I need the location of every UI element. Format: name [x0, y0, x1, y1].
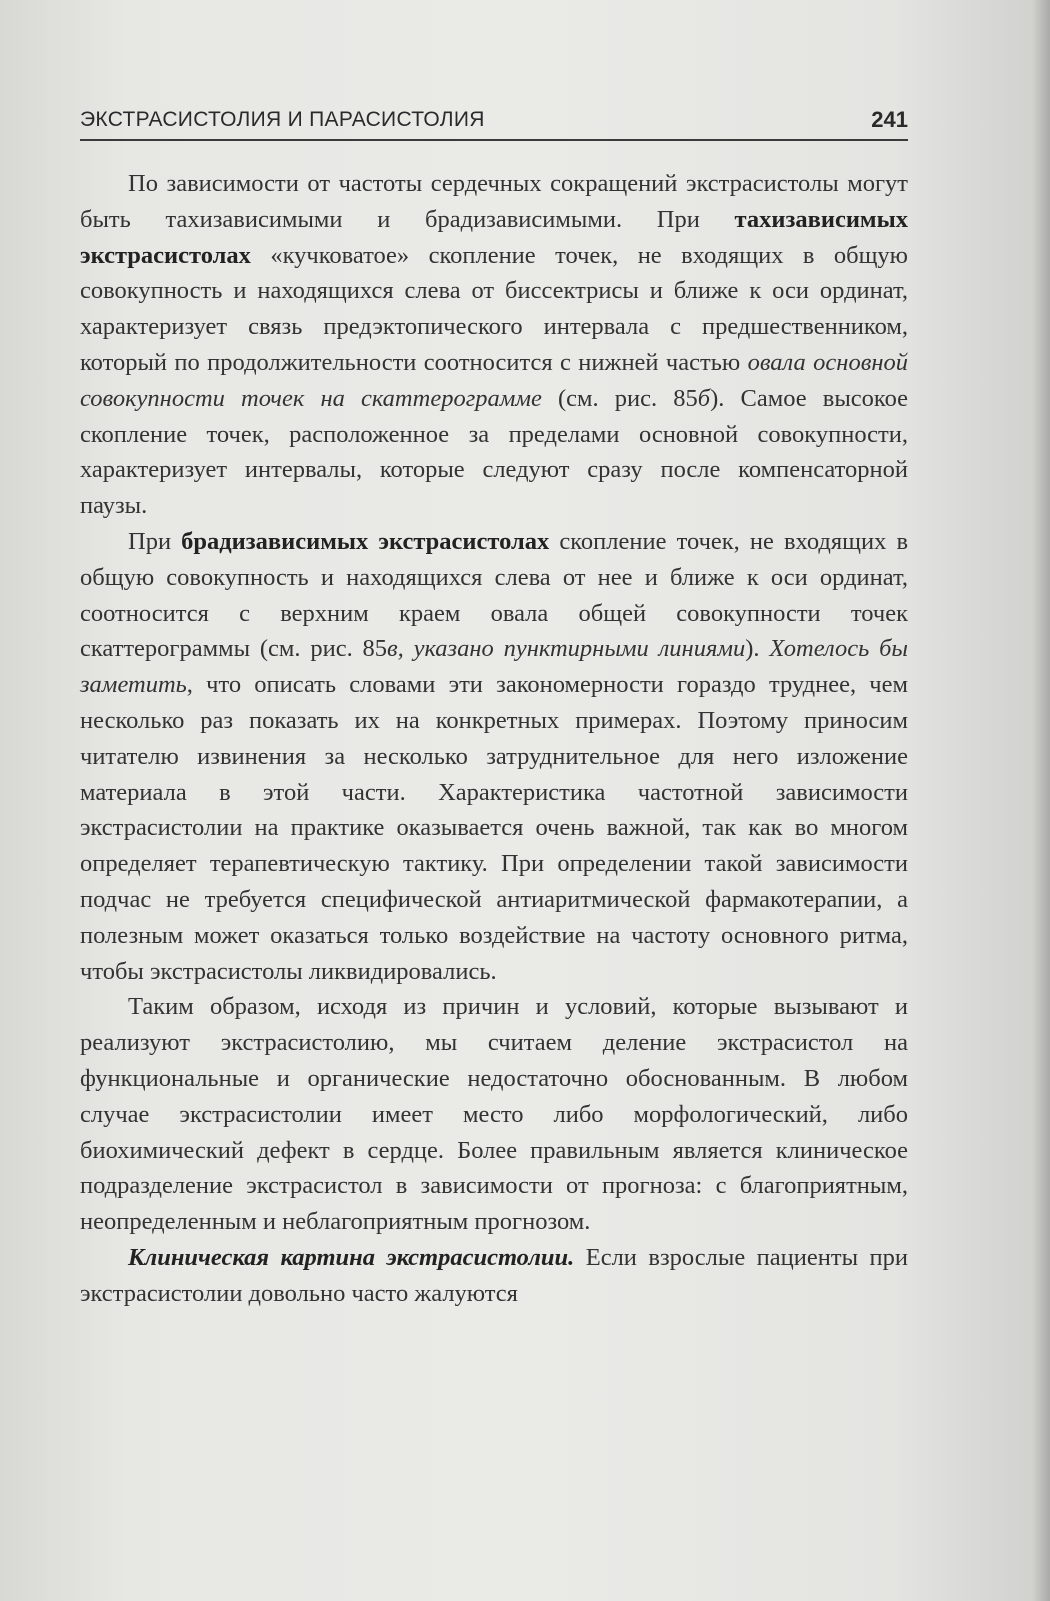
italic-run: в, указано пунктирными линиями — [387, 635, 746, 663]
text-run: По зависимости от частоты сердечных сокращений экстрасистолы могут быть тахизависимыми и брадизависимыми. При — [80, 170, 908, 233]
paragraph-1 — [80, 166, 908, 524]
italic-run: Хотелось бы заметить — [80, 635, 908, 699]
paragraph-3 — [80, 989, 908, 1240]
text-run: (см. рис. 85 — [541, 384, 698, 412]
chapter-title: ЭКСТРАСИСТОЛИЯ И ПАРАСИСТОЛИЯ — [80, 108, 485, 131]
italic-run: овала основной совокупности точек на скаттерограмме — [80, 348, 908, 412]
text-run: При — [128, 527, 182, 555]
bold-term: тахизависимых экстрасистолах — [80, 205, 908, 269]
text-run: , что описать словами эти закономерности гораздо труднее, чем несколько раз показать их на конкретных примерах. Поэтому приносим читателю извинения за несколько затруднительное для него изложение материала в этой части. Характеристика частотной зависимости экстрасистолии на практике оказывается очень важной, так как во многом определяет терапевтическую тактику. При определении такой зависимости подчас не требуется специфической антиаритмической фармакотерапии, а полезным может оказаться только воздействие на частоту основного ритма, чтобы экстрасистолы ликвидировались. — [80, 671, 908, 985]
text-run: «кучковатое» скопление точек, не входящих в общую совокупность и находящихся слева от биссектрисы и ближе к оси ординат, характеризует связь предэктопического интервала с предшественником, который по продолжительности соотносится с нижней частью — [80, 241, 908, 376]
text-run: ). — [745, 635, 770, 663]
paragraph-4 — [80, 1240, 908, 1312]
paragraph-2 — [80, 524, 908, 989]
body-text — [80, 166, 908, 1312]
text-run: скопление точек, не входящих в общую совокупность и находящихся слева от нее и ближе к оси ординат, соотносится с верхним краем овала общей совокупности точек скаттерограммы (см. рис. 85 — [80, 527, 909, 663]
text-run: ). Самое высокое скопление точек, расположенное за пределами основной совокупности, характеризует интервалы, которые следуют сразу после компенсаторной паузы. — [80, 384, 908, 520]
running-header — [80, 105, 908, 141]
section-heading-inline: Клиническая картина экстрасистолии. — [128, 1243, 575, 1271]
bold-term: брадизависимых экстрасистолах — [181, 527, 550, 555]
italic-run: б — [697, 384, 711, 412]
text-run: Если взрослые пациенты при экстрасистолии довольно часто жалуются — [80, 1243, 908, 1307]
text-run: Таким образом, исходя из причин и условий, которые вызывают и реализуют экстрасистолию, мы считаем деление экстрасистол на функциональные и органические недостаточно обоснованным. В любом случае экстрасистолии имеет место либо морфологический, либо биохимический дефект в сердце. Более правильным является клиническое подразделение экстрасистол в зависимости от прогноза: с благоприятным, неопределенным и неблагоприятным прогнозом. — [80, 993, 908, 1236]
page-edge-shadow — [1032, 0, 1050, 1601]
page-number: 241 — [871, 107, 908, 132]
